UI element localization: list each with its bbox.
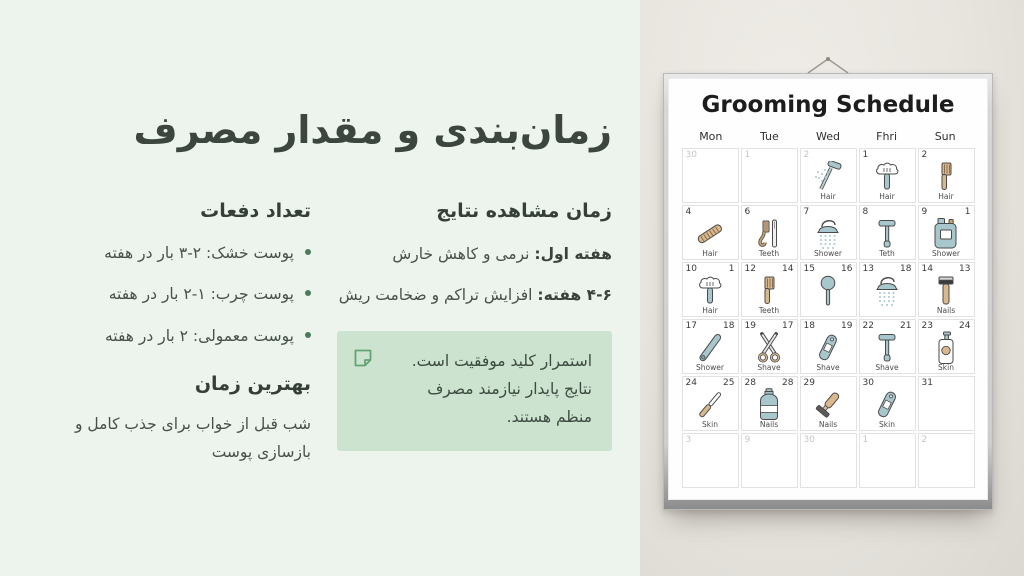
cell-label: Shave <box>875 363 899 372</box>
safety-razor-icon <box>874 218 900 250</box>
cell-number: 22 <box>862 321 874 331</box>
calendar-cell <box>918 376 975 431</box>
best-time-heading: بهترین زمان <box>194 373 311 396</box>
cell-number: 29 <box>803 378 815 388</box>
frequency-heading: تعداد دفعات <box>200 200 311 222</box>
cell-label: Shower <box>814 249 842 258</box>
calendar-cell <box>741 376 798 431</box>
cell-number: 10 <box>685 264 697 274</box>
hanging-wire-icon <box>806 56 850 74</box>
calendar-cell <box>682 433 739 488</box>
comb-diagonal-icon <box>693 221 727 247</box>
toothbrush-pair-icon <box>756 218 782 250</box>
handheld-shower-icon <box>812 161 844 193</box>
cell-label: Hair <box>702 249 718 258</box>
calendar-cell <box>859 262 916 317</box>
cell-number-secondary: 14 <box>782 264 794 274</box>
day-header: Mon <box>699 130 723 143</box>
pump-bottle-icon <box>933 331 959 365</box>
cell-number: 24 <box>685 378 697 388</box>
calendar-cell <box>800 148 857 203</box>
calendar-cell <box>859 205 916 260</box>
cell-number: 30 <box>685 150 697 160</box>
calendar-cell <box>741 262 798 317</box>
calendar-cell <box>800 433 857 488</box>
cell-number: 13 <box>862 264 874 274</box>
cell-number-secondary: 28 <box>782 378 794 388</box>
spatula-icon <box>694 389 726 421</box>
cell-number: 2 <box>921 435 928 445</box>
cell-number: 1 <box>862 150 869 160</box>
frequency-column <box>72 200 311 467</box>
cell-label: Nails <box>818 420 838 429</box>
cell-number-secondary: 13 <box>959 264 971 274</box>
cell-number: 7 <box>803 207 810 217</box>
calendar-cell <box>859 376 916 431</box>
calendar-cell <box>682 376 739 431</box>
calendar-cell <box>741 148 798 203</box>
calendar-cell <box>800 205 857 260</box>
cell-number: 12 <box>744 264 756 274</box>
bullet-item: پوست خشک: ۲-۳ بار در هفته <box>72 242 311 264</box>
cell-label: Shave <box>757 363 781 372</box>
mirror-icon <box>815 275 841 307</box>
cell-label: Hair <box>702 306 718 315</box>
cell-number: 9 <box>921 207 928 217</box>
poster-frame <box>663 73 993 510</box>
cell-label: Skin <box>879 420 895 429</box>
scissors-icon <box>755 332 783 364</box>
cell-label: Teeth <box>758 249 780 258</box>
cell-number: 17 <box>685 321 697 331</box>
cell-number: 31 <box>921 378 933 388</box>
day-header-row <box>682 130 975 143</box>
calendar-cell <box>918 262 975 317</box>
bullet-item: پوست معمولی: ۲ بار در هفته <box>72 325 311 347</box>
calendar-cell <box>741 433 798 488</box>
razor-diagonal-icon <box>812 389 844 421</box>
cell-number-secondary: 18 <box>723 321 735 331</box>
razor-dark-icon <box>933 275 959 307</box>
cell-label: Hair <box>879 192 895 201</box>
cell-label: Shower <box>932 249 960 258</box>
comb-icon <box>933 161 959 192</box>
best-time-text: شب قبل از خواب برای جذب کامل و بازسازی پوست <box>74 415 311 462</box>
calendar-cell <box>800 262 857 317</box>
cell-number: 8 <box>862 207 869 217</box>
cell-label: Shower <box>696 363 724 372</box>
cell-number: 1 <box>744 150 751 160</box>
cell-number-secondary: 16 <box>841 264 853 274</box>
calendar-cell <box>682 319 739 374</box>
cell-number-secondary: 1 <box>964 207 971 217</box>
calendar-grid <box>682 148 975 488</box>
calendar-cell <box>682 148 739 203</box>
calendar-cell <box>682 205 739 260</box>
sticky-note-icon <box>353 348 373 368</box>
cell-number: 4 <box>685 207 692 217</box>
cell-number-secondary: 21 <box>900 321 912 331</box>
cell-number: 15 <box>803 264 815 274</box>
cell-label: Shave <box>816 363 840 372</box>
content-columns <box>72 200 612 467</box>
cell-number-secondary: 19 <box>841 321 853 331</box>
cell-number: 23 <box>921 321 933 331</box>
day-header: Sun <box>934 130 956 143</box>
cell-label: Nails <box>936 306 956 315</box>
nail-clipper-icon <box>813 332 843 364</box>
cell-number: 28 <box>744 378 756 388</box>
calendar-cell <box>800 376 857 431</box>
cell-number: 1 <box>862 435 869 445</box>
cell-label: Hair <box>938 192 954 201</box>
calendar-cell <box>859 148 916 203</box>
result-item: هفته اول: نرمی و کاهش خارش <box>392 245 612 263</box>
calendar-cell <box>741 205 798 260</box>
cell-label: Hair <box>820 192 836 201</box>
comb-icon <box>756 275 782 306</box>
cell-number: 14 <box>921 264 933 274</box>
calendar-cell <box>859 433 916 488</box>
calendar-cell <box>918 148 975 203</box>
shower-head-icon <box>813 218 843 250</box>
bullet-list <box>72 242 311 347</box>
cell-number: 2 <box>921 150 928 160</box>
cell-number: 30 <box>862 378 874 388</box>
hair-brush-icon <box>696 275 724 307</box>
cell-number: 6 <box>744 207 751 217</box>
cell-number-secondary: 25 <box>723 378 735 388</box>
nail-clipper-icon <box>872 389 902 421</box>
cell-number-secondary: 18 <box>900 264 912 274</box>
note-box <box>337 331 612 451</box>
cell-label: Skin <box>702 420 718 429</box>
cell-label: Teth <box>879 249 895 258</box>
cell-number-secondary: 24 <box>959 321 971 331</box>
calendar-cell <box>741 319 798 374</box>
shower-head-icon <box>872 275 902 307</box>
results-column <box>337 200 612 467</box>
calendar-cell <box>918 205 975 260</box>
cell-label: Nails <box>759 420 779 429</box>
calendar-cell <box>682 262 739 317</box>
results-heading: زمان مشاهده نتایج <box>436 200 612 222</box>
safety-razor-icon <box>874 332 900 364</box>
page-title: زمان‌بندی و مقدار مصرف <box>133 108 612 152</box>
result-item: ۴-۶ هفته: افزایش تراکم و ضخامت ریش <box>338 286 612 305</box>
poster <box>668 78 988 500</box>
cell-number: 9 <box>744 435 751 445</box>
cell-number-secondary: 1 <box>728 264 735 274</box>
cell-number-secondary: 17 <box>782 321 794 331</box>
cell-number: 19 <box>744 321 756 331</box>
cell-number: 30 <box>803 435 815 445</box>
jar-icon <box>755 388 783 422</box>
cell-label: Skin <box>938 363 954 372</box>
day-header: Tue <box>759 130 779 143</box>
poster-title: Grooming Schedule <box>701 92 955 118</box>
results-items <box>337 242 612 307</box>
bottle-icon <box>931 217 961 250</box>
calendar-cell <box>918 433 975 488</box>
day-header: Wed <box>815 130 840 143</box>
cell-number: 18 <box>803 321 815 331</box>
cell-label: Teeth <box>758 306 780 315</box>
hair-brush-icon <box>873 161 901 193</box>
day-header: Fhri <box>876 130 898 143</box>
note-text: استمرار کلید موفقیت است. نتایج پایدار نیازمند مصرف منظم هستند. <box>411 352 592 426</box>
wall-background <box>640 0 1024 576</box>
cell-number: 3 <box>685 435 692 445</box>
calendar-cell <box>800 319 857 374</box>
calendar-cell <box>918 319 975 374</box>
stick-icon <box>694 332 726 364</box>
cell-number: 2 <box>803 150 810 160</box>
calendar-cell <box>859 319 916 374</box>
bullet-item: پوست چرب: ۱-۲ بار در هفته <box>72 283 311 305</box>
